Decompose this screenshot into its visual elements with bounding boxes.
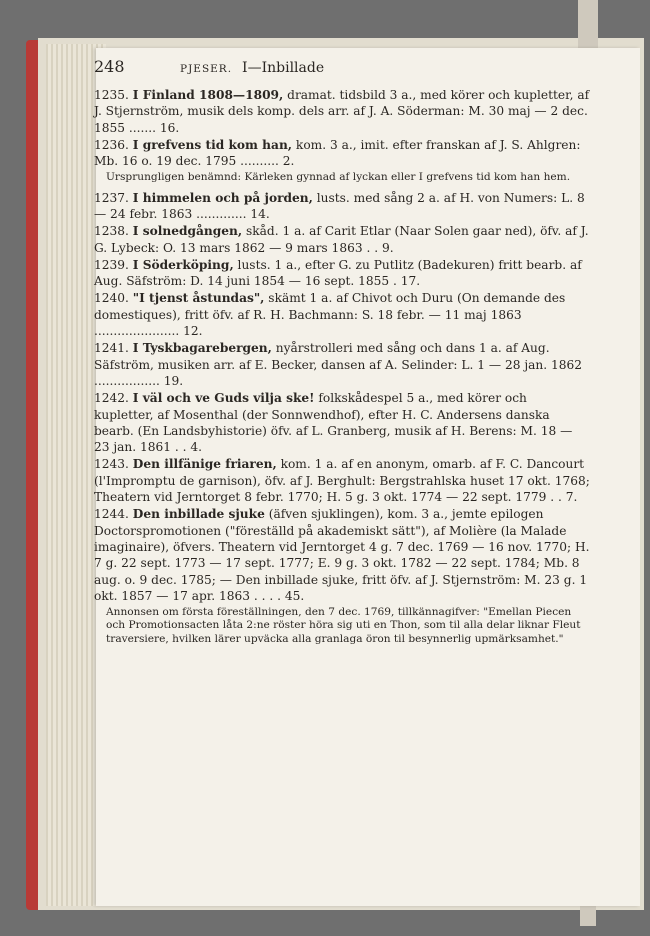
entry-title: I Finland 1808—1809, xyxy=(132,88,284,102)
entry-text: skåd. 1 a. af Carit Etlar (Naar Solen gaar ned), öfv. af J. G. Lybeck: O. 13 mars 1862 — 9 mars 1863 . . 9. xyxy=(94,224,589,255)
page-content xyxy=(94,57,590,651)
entry-title: I Tyskbagarebergen, xyxy=(132,341,272,356)
entry-text: kom. 1 a. af en anonym, omarb. af F. C. Dancourt (l'Impromptu de garnison), öfv. af J. Berghult: Bergstrahlska huset 17 okt. 1768; Theatern vid Jerntorget 8 febr. 1770; H. 5 g. 3 okt. 1774 — 22 sept. 1779 . . 7. xyxy=(94,457,590,505)
running-head: PJESER. xyxy=(180,63,233,75)
entry-1244 xyxy=(94,506,590,604)
entry-number: 1241. xyxy=(94,341,129,356)
entry-title: I väl och ve Guds vilja ske! xyxy=(132,391,315,406)
entry-title: "I tjenst åstundas", xyxy=(132,291,265,306)
entry-text: nyårstrolleri med sång och dans 1 a. af Aug. Säfström, musiken arr. af E. Becker, dansen af A. Selinder: L. 1 — 28 jan. 1862 ................. 19. xyxy=(94,341,582,388)
entry-1237 xyxy=(94,190,590,223)
entry-text: skämt 1 a. af Chivot och Duru (On demande des domestiques), fritt öfv. af R. H. Bachmann: S. 18 febr. — 11 maj 1863 ...................... 12. xyxy=(94,291,566,339)
entry-1241 xyxy=(94,340,590,389)
entry-number: 1242. xyxy=(94,391,129,406)
entry-number: 1236. xyxy=(94,137,129,152)
entry-1236 xyxy=(94,137,590,170)
entry-text: lusts. med sång 2 a. af H. von Numers: L. 8 — 24 febr. 1863 ............. 14. xyxy=(94,190,585,221)
entry-number: 1237. xyxy=(94,190,129,205)
entry-text: (äfven sjuklingen), kom. 3 a., jemte epilogen Doctorspromotionen ("föreställd på akademiskt sätt"), af Molière (la Malade imaginaire), öfvers. Theatern vid Jerntorget 4 g. 7 dec. 1769 — 16 nov. 1770; H. 7 g. 22 sept. 1773 — 17 sept. 1777; E. 9 g. 3 okt. 1782 — 22 sept. 1784; Mb. 8 aug. o. 9 dec. 1785; — Den inbillade sjuke, fritt öfv. af J. Stjernström: M. 23 g. 1 okt. 1857 — 17 apr. 1863 . . . . 45. xyxy=(94,507,590,603)
entry-1239 xyxy=(94,257,590,290)
entry-text: kom. 3 a., imit. efter franskan af J. S. Ahlgren: Mb. 16 o. 19 dec. 1795 .......... 2. xyxy=(94,137,581,169)
entry-title: I solnedgången, xyxy=(132,224,243,239)
entry-title: Den inbillade sjuke xyxy=(132,507,265,522)
entry-1238 xyxy=(94,223,590,256)
entry-number: 1238. xyxy=(94,224,129,239)
note-1244: Annonsen om första föreställningen, den 7 dec. 1769, tillkännagifver: "Emellan Piecen och Promotionsacten låta 2:ne röster höra sig uti en Thon, som til alla delar liknar Fleut traversiere, hvilken lärer upväcka alla granlaga öron til besynnerlig upmärksamhet." xyxy=(106,606,581,645)
entry-1240 xyxy=(94,290,590,339)
entry-title: I Söderköping, xyxy=(132,257,234,272)
entry-number: 1240. xyxy=(94,291,129,306)
entry-text: folkskådespel 5 a., med körer och kupletter, af Mosenthal (der Sonnwendhof), efter H. C. Andersens danska bearb. (En Landsbyhistorie) öfv. af L. Granberg, musik af H. Berens: M. 18 — 23 jan. 1861 . . 4. xyxy=(94,391,573,455)
entry-text: lusts. 1 a., efter G. zu Putlitz (Badekuren) fritt bearb. af Aug. Säfström: D. 14 juni 1854 — 16 sept. 1855 . 17. xyxy=(94,257,582,289)
note-1236: Ursprungligen benämnd: Kärleken gynnad af lyckan eller I grefvens tid kom han hem. xyxy=(106,171,571,184)
entry-title: I grefvens tid kom han, xyxy=(132,137,293,152)
page-header xyxy=(94,57,590,79)
entry-1243 xyxy=(94,456,590,505)
entry-number: 1243. xyxy=(94,457,129,472)
entry-text: dramat. tidsbild 3 a., med körer och kupletter, af J. Stjernström, musik dels komp. dels arr. af J. A. Söderman: M. 30 maj — 2 dec. 1855 ....... 16. xyxy=(94,88,590,135)
entry-1235 xyxy=(94,87,590,136)
section-heading: I—Inbillade xyxy=(242,60,325,76)
entry-title: Den illfänige friaren, xyxy=(132,457,277,472)
entry-number: 1239. xyxy=(94,257,129,272)
entry-number: 1235. xyxy=(94,88,129,102)
page-number: 248 xyxy=(94,57,125,76)
entry-title: I himmelen och på jorden, xyxy=(132,190,313,205)
entry-1242 xyxy=(94,390,590,455)
entry-number: 1244. xyxy=(94,507,129,522)
entry-list xyxy=(94,87,590,646)
